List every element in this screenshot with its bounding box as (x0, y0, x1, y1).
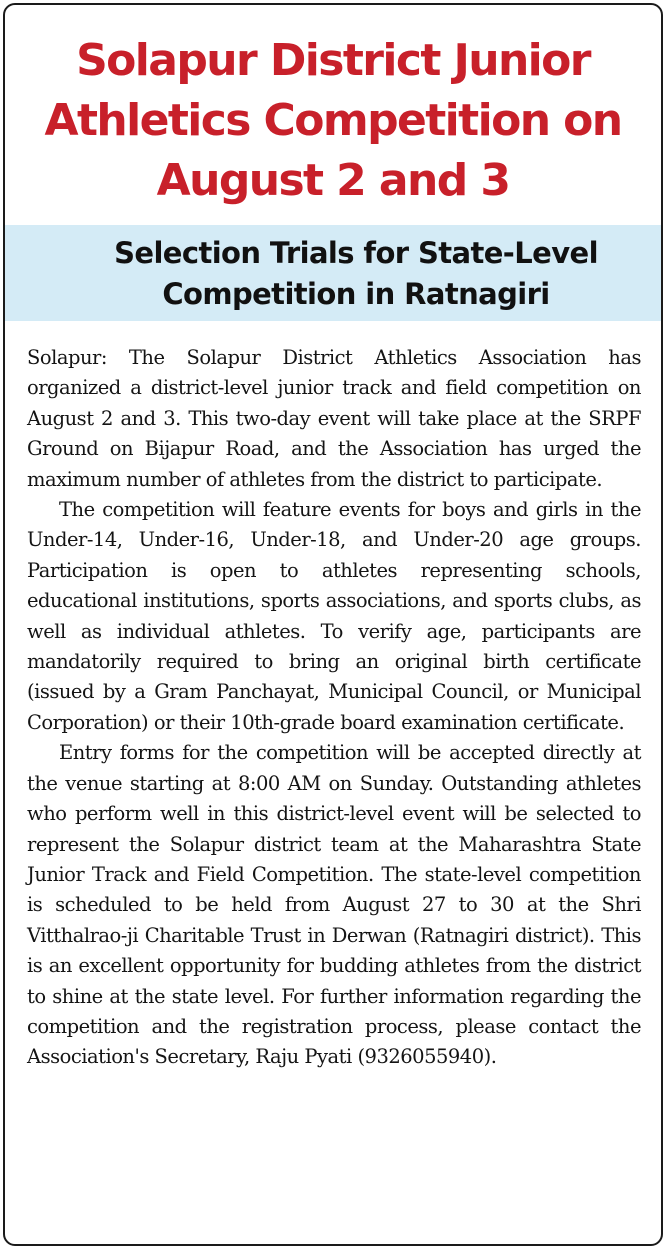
article-paragraph-2: The competition will feature events for boys and girls in the Under-14, Under-16, Under-18, and Under-20 age groups. Participation is open to athletes representing schools, educational institutions, sports associations, and sports clubs, as well as individual athletes. To verify age, participants are mandatorily required to bring an original birth certificate (issued by a Gram Panchayat, Municipal Council, or Municipal Corporation) or their 10th-grade board examination certificate. (27, 498, 641, 734)
article-paragraph-1: Solapur: The Solapur District Athletics Association has organized a district-level junior track and field competition on August 2 and 3. This two-day event will take place at the SRPF Ground on Bijapur Road, and the Association has urged the maximum number of athletes from the district to participate. (27, 346, 641, 491)
article-paragraph-3: Entry forms for the competition will be accepted directly at the venue starting at 8:00 AM on Sunday. Outstanding athletes who perform well in this district-level event will be selected to represent the Solapur district team at the Maharashtra State Junior Track and Field Competition. The state-level competition is scheduled to be held from August 27 to 30 at the Shri Vitthalrao-ji Charitable Trust in Derwan (Ratnagiri district). This is an excellent opportunity for budding athletes from the district to shine at the state level. For further information regarding the competition and the registration process, please contact the Association's Secretary, Raju Pyati (9326055940). (27, 741, 641, 1069)
article-body (5, 321, 661, 1073)
news-article-frame (3, 3, 663, 1246)
article-headline: Solapur District Junior Athletics Competition on August 2 and 3 (44, 35, 622, 206)
article-subheadline: Selection Trials for State-Level Competition in Ratnagiri (5, 225, 661, 321)
